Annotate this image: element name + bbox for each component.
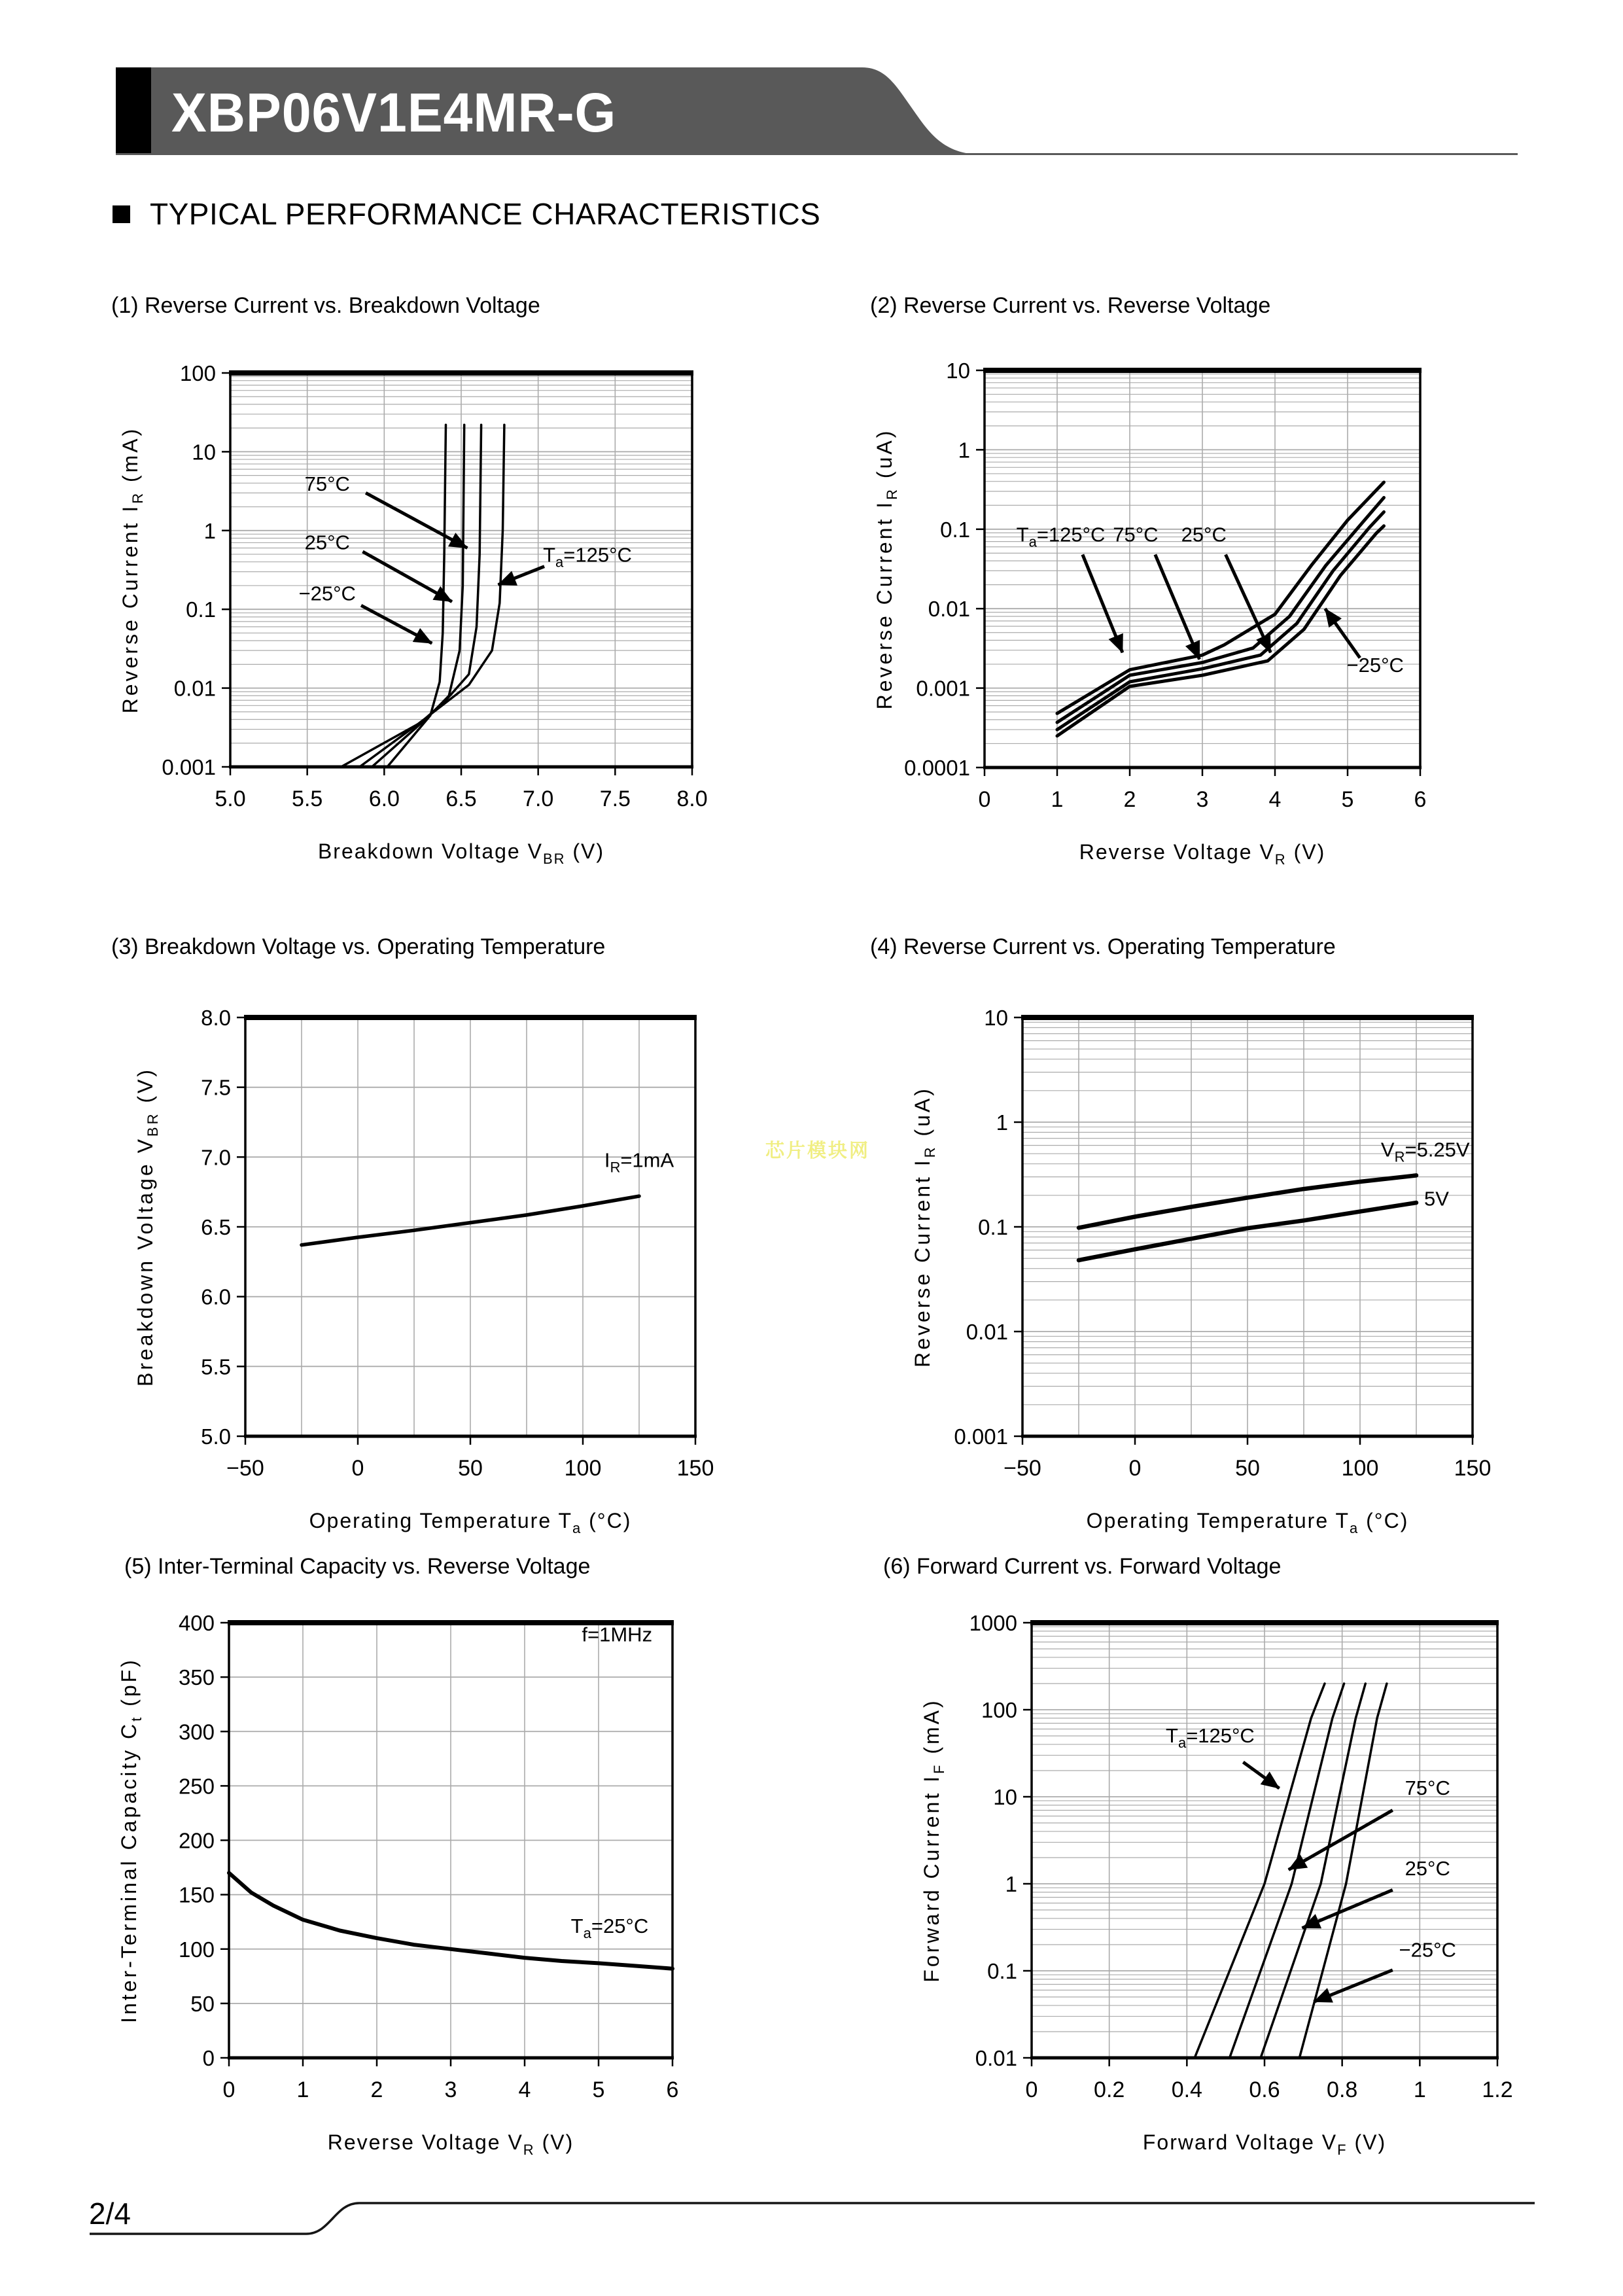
- y-tick-label: 0.1: [987, 1959, 1017, 1983]
- x-tick-label: 0.2: [1094, 2077, 1125, 2102]
- x-tick-label: 3: [444, 2077, 457, 2102]
- x-tick-label: 6: [1414, 787, 1427, 812]
- y-axis-title: Reverse Current $I_R$ (mA): [118, 426, 146, 714]
- x-tick-label: 2: [370, 2077, 383, 2102]
- x-axis-title: Operating Temperature $T_a$ (°C): [1086, 1509, 1409, 1536]
- y-tick-label: 0.1: [940, 517, 970, 542]
- y-tick-label: 10: [984, 1006, 1008, 1030]
- x-tick-label: 6.0: [368, 786, 400, 811]
- y-tick-label: 0.1: [978, 1215, 1008, 1239]
- page-number: 2/4: [89, 2197, 131, 2231]
- annotation: f=1MHz: [582, 1623, 653, 1646]
- annotation: $T_a=125^\circ C$: [1166, 1724, 1255, 1752]
- y-tick-label: 7.0: [201, 1145, 231, 1170]
- x-tick-label: 50: [458, 1456, 483, 1481]
- x-tick-label: 2: [1123, 787, 1136, 812]
- annotation: $V_R=5.25V$: [1380, 1138, 1470, 1165]
- y-tick-label: 1: [958, 438, 970, 463]
- y-tick-label: 0.001: [916, 676, 970, 701]
- part-number-title: XBP06V1E4MR-G: [171, 82, 617, 143]
- y-tick-label: 50: [190, 1991, 215, 2016]
- y-tick-label: 350: [178, 1665, 215, 1690]
- y-tick-label: 100: [178, 1937, 215, 1962]
- x-tick-label: 6: [666, 2077, 679, 2102]
- chart-5-title: (5) Inter-Terminal Capacity vs. Reverse Voltage: [124, 1554, 591, 1579]
- x-tick-label: 0.8: [1327, 2077, 1358, 2102]
- annotation: 25°C: [1405, 1857, 1450, 1881]
- x-tick-label: 1: [1051, 787, 1064, 812]
- y-tick-label: 5.0: [201, 1424, 231, 1449]
- y-tick-label: 0.1: [186, 597, 216, 622]
- x-axis-title: Reverse Voltage $V_R$ (V): [327, 2130, 574, 2158]
- watermark: 芯片模块网: [765, 1140, 870, 1161]
- y-tick-label: 0.01: [173, 676, 216, 701]
- x-tick-label: 100: [564, 1456, 602, 1481]
- y-tick-label: 1: [1005, 1872, 1017, 1896]
- x-tick-label: 5.0: [215, 786, 246, 811]
- x-tick-label: 1: [1413, 2077, 1426, 2102]
- annotation: $I_R=1mA$: [604, 1148, 674, 1176]
- y-tick-label: 1000: [969, 1611, 1017, 1635]
- x-tick-label: 7.0: [523, 786, 554, 811]
- y-tick-label: 10: [192, 440, 216, 465]
- y-tick-label: 250: [178, 1774, 215, 1799]
- x-tick-label: 1.2: [1482, 2077, 1513, 2102]
- x-tick-label: 5: [592, 2077, 605, 2102]
- annotation: $T_a=125^\circ C$: [1016, 523, 1106, 550]
- x-tick-label: 5.5: [292, 786, 323, 811]
- x-tick-label: 7.5: [599, 786, 631, 811]
- y-tick-label: 300: [178, 1720, 215, 1744]
- y-tick-label: 0.001: [162, 755, 216, 779]
- x-axis-title: Operating Temperature $T_a$ (°C): [309, 1509, 632, 1536]
- y-axis-title: Inter-Terminal Capacity $C_t$ (pF): [117, 1657, 145, 2023]
- y-tick-label: 200: [178, 1828, 215, 1853]
- y-tick-label: 5.5: [201, 1354, 231, 1379]
- chart-3-title: (3) Breakdown Voltage vs. Operating Temperature: [111, 934, 606, 959]
- chart-2-title: (2) Reverse Current vs. Reverse Voltage: [870, 293, 1271, 318]
- x-tick-label: 4: [518, 2077, 531, 2102]
- x-tick-label: 0: [1025, 2077, 1038, 2102]
- y-axis-title: Reverse Current $I_R$ (uA): [911, 1086, 938, 1368]
- y-tick-label: 100: [981, 1698, 1017, 1722]
- x-axis-title: Reverse Voltage $V_R$ (V): [1079, 840, 1326, 868]
- y-tick-label: 100: [179, 361, 216, 385]
- x-tick-label: 0.6: [1249, 2077, 1280, 2102]
- y-tick-label: 8.0: [201, 1006, 231, 1030]
- x-tick-label: 0: [1128, 1456, 1142, 1481]
- y-axis-title: Breakdown Voltage $V_{BR}$ (V): [133, 1067, 161, 1387]
- y-tick-label: 0.01: [975, 2046, 1017, 2070]
- y-tick-label: 10: [993, 1785, 1017, 1809]
- x-tick-label: 0.4: [1171, 2077, 1202, 2102]
- x-tick-label: 0: [222, 2077, 236, 2102]
- section-title: TYPICAL PERFORMANCE CHARACTERISTICS: [150, 197, 821, 231]
- annotation: −25°C: [1399, 1938, 1456, 1962]
- x-tick-label: 4: [1268, 787, 1282, 812]
- y-tick-label: 10: [946, 359, 970, 383]
- y-tick-label: 0.001: [954, 1424, 1008, 1449]
- x-tick-label: −50: [1003, 1456, 1041, 1481]
- y-tick-label: 150: [178, 1882, 215, 1907]
- x-tick-label: 0: [978, 787, 991, 812]
- x-axis-title: Breakdown Voltage $V_{BR}$ (V): [317, 839, 605, 867]
- y-tick-label: 400: [178, 1611, 215, 1635]
- chart-6-title: (6) Forward Current vs. Forward Voltage: [883, 1554, 1282, 1579]
- annotation: 5V: [1423, 1187, 1449, 1210]
- x-tick-label: 0: [351, 1456, 364, 1481]
- annotation: −25°C: [298, 582, 356, 605]
- annotation: $T_a=125^\circ C$: [543, 543, 632, 571]
- x-tick-label: 6.5: [445, 786, 477, 811]
- annotation: 75°C: [304, 472, 350, 495]
- y-tick-label: 6.0: [201, 1284, 231, 1309]
- y-tick-label: 7.5: [201, 1075, 231, 1100]
- annotation: 75°C: [1405, 1776, 1450, 1800]
- annotation: 25°C: [1181, 523, 1227, 546]
- x-tick-label: 50: [1235, 1456, 1260, 1481]
- x-axis-title: Forward Voltage $V_F$ (V): [1142, 2130, 1387, 2158]
- x-tick-label: 150: [1454, 1456, 1492, 1481]
- y-tick-label: 0.0001: [904, 756, 970, 780]
- annotation: $T_a=25^\circ C$: [570, 1914, 649, 1941]
- x-tick-label: 5: [1341, 787, 1354, 812]
- x-tick-label: −50: [226, 1456, 264, 1481]
- y-tick-label: 1: [996, 1110, 1008, 1135]
- annotation: 75°C: [1113, 523, 1159, 546]
- y-axis-title: Reverse Current $I_R$ (uA): [873, 428, 900, 710]
- y-tick-label: 0: [202, 2046, 215, 2070]
- chart-4-title: (4) Reverse Current vs. Operating Temperature: [870, 934, 1336, 959]
- y-tick-label: 0.01: [928, 597, 970, 622]
- x-tick-label: 150: [676, 1456, 714, 1481]
- x-tick-label: 3: [1196, 787, 1209, 812]
- annotation: 25°C: [304, 531, 350, 554]
- y-tick-label: 6.5: [201, 1215, 231, 1239]
- chart-1-title: (1) Reverse Current vs. Breakdown Voltage: [111, 293, 540, 318]
- y-tick-label: 1: [203, 518, 216, 543]
- x-tick-label: 100: [1341, 1456, 1379, 1481]
- y-axis-title: Forward Current $I_F$ (mA): [920, 1698, 947, 1983]
- x-tick-label: 1: [296, 2077, 309, 2102]
- annotation: −25°C: [1346, 653, 1404, 677]
- y-tick-label: 0.01: [966, 1320, 1008, 1344]
- x-tick-label: 8.0: [676, 786, 708, 811]
